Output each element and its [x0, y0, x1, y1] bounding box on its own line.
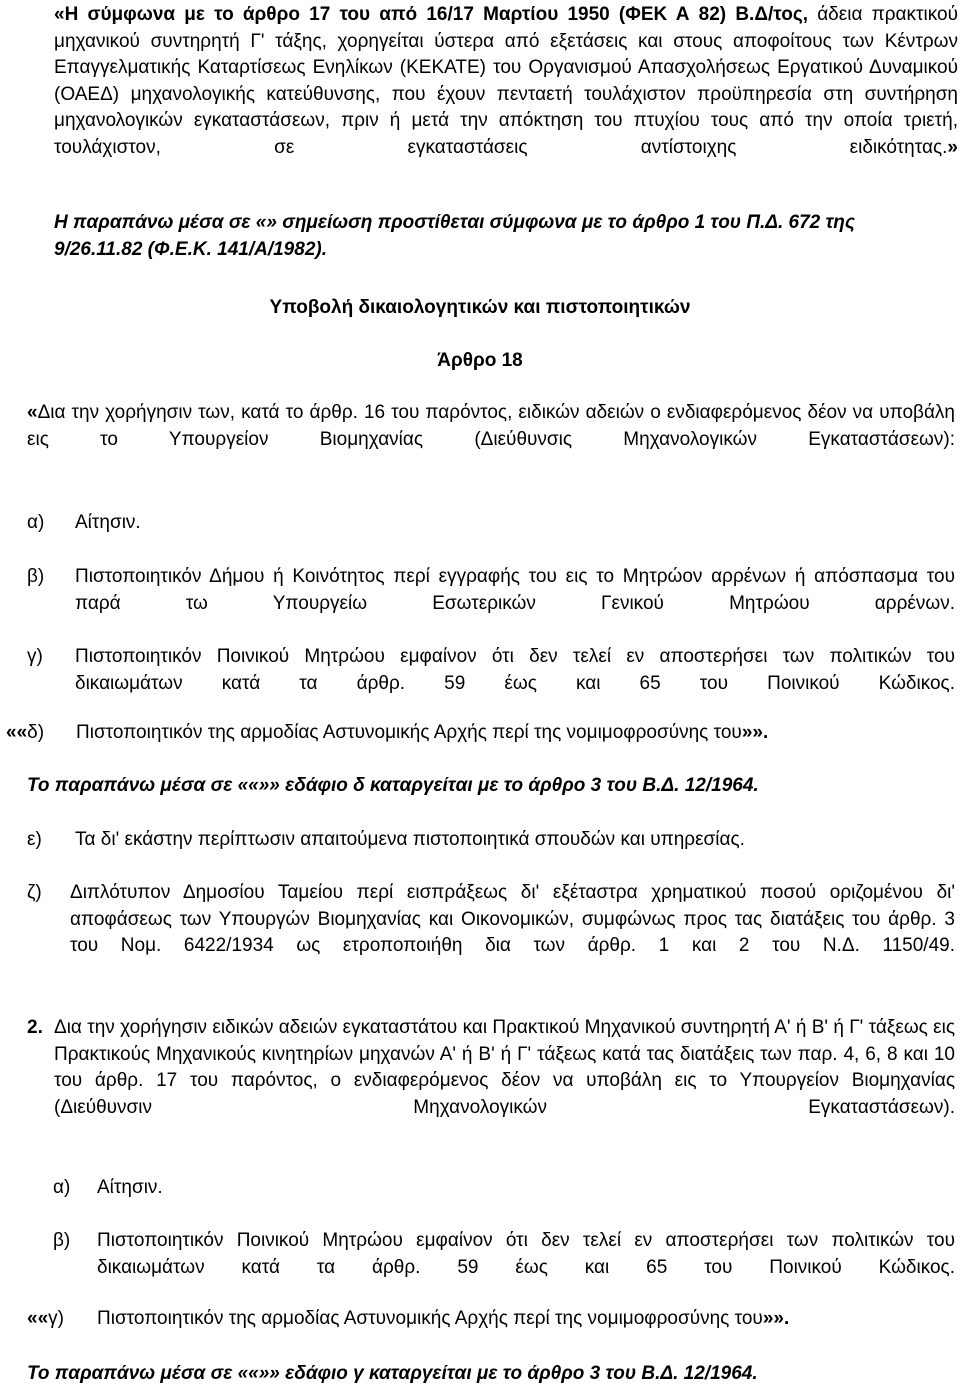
list-item-text: Διπλότυπον Δημοσίου Ταμείου περί εισπράξεως δι' εξέταστρα χρηματικού ποσού οριζομένου δι' αποφάσεως των Υπουργών Βιομηχανίας και Οικονομικών, συμφώνως προς τας διατάξεις του άρθρ. 3 του Νομ. 6422/1934 ως ετροποποιήθη δια των άρθρ. 1 και 2 του Ν.Δ. 1150/49.	[70, 882, 955, 956]
amendment-note-1: Η παραπάνω μέσα σε «» σημείωση προστίθεται σύμφωνα με το άρθρο 1 του Π.Δ. 672 της 9/26.11.82 (Φ.Ε.Κ. 141/Α/1982).	[54, 212, 856, 260]
list-item-text-body: Πιστοποιητικόν της αρμοδίας Αστυνομικής Αρχής περί της νομιμοφροσύνης του	[76, 722, 742, 743]
list-item	[53, 1228, 955, 1308]
list-item	[27, 880, 955, 986]
paragraph-2-text: Δια την χορήγησιν ειδικών αδειών εγκαταστάτου και Πρακτικού Μηχανικού συντηρητή Α' ή Β' ή Γ' τάξεως εις Πρακτικούς Μηχανικούς κινητηρίων μηχανών Α' ή Β' ή Γ' τάξεως κατά τας διατάξεις των παρ. 4, 6, 8 και 10 του άρθρ. 17 του παρόντος, ο ενδιαφερόμενος δέον να υποβάλη εις το Υπουργείον Βιομηχανίας (Διεύθυνσιν Μηχανολογικών Εγκαταστάσεων).	[54, 1017, 955, 1118]
list-item-mark: ε)	[27, 829, 42, 850]
list-item	[27, 564, 955, 644]
list-item-mark: ζ)	[27, 882, 42, 903]
list-item-text: Αίτησιν.	[75, 512, 141, 533]
paragraph-2	[27, 1015, 955, 1148]
article-title: Άρθρο 18	[437, 350, 523, 371]
paragraph-number: 2.	[27, 1017, 43, 1038]
list-item-mark: γ)	[27, 646, 43, 667]
list-item-text: Πιστοποιητικόν Ποινικού Μητρώου εμφαίνον ότι δεν τελεί εν αποστερήσει των πολιτικών του δικαιωμάτων κατά τα άρθρ. 59 έως και 65 του Ποινικού Κώδικος.	[75, 646, 955, 694]
repealed-quote-open: ««	[6, 722, 28, 743]
section-title: Υποβολή δικαιολογητικών και πιστοποιητικών	[269, 297, 691, 318]
list-item-text	[97, 1306, 955, 1333]
list-item-text-body: Πιστοποιητικόν της αρμοδίας Αστυνομικής Αρχής περί της νομιμοφροσύνης του	[97, 1308, 763, 1329]
intro-quote-close: »	[947, 136, 958, 158]
intro-text: άδεια πρακτικού μηχανικού συντηρητή Γ' τάξης, χορηγείται ύστερα από εξετάσεις και στους αποφοίτους των Κέντρων Επαγγελματικής Καταρτίσεως Ενηλίκων (ΚΕΚΑΤΕ) του Οργανισμού Απασχολήσεως Εργατικού Δυναμικού (ΟΑΕΔ) μηχανολογικής κατεύθυνσης, που έχουν πενταετή τουλάχιστον προϋπηρεσία στη συντήρηση μηχανολογικών εγκαταστάσεων, πριν ή μετά την απόκτηση του πτυχίου τους από την οποία τριετή, τουλάχιστον, σε εγκαταστάσεις αντίστοιχης ειδικότητας.	[54, 4, 958, 158]
list-item-mark: α)	[27, 512, 45, 533]
article-18-quote-open: «	[27, 402, 38, 423]
list-item-text	[76, 720, 955, 747]
article-18-intro	[27, 400, 955, 480]
list-item	[53, 1175, 955, 1202]
repealed-quote-close: »».	[762, 1308, 790, 1329]
repealed-quote-close: »».	[741, 722, 769, 743]
list-item-mark: α)	[53, 1177, 71, 1198]
list-item-text: Τα δι' εκάστην περίπτωσιν απαιτούμενα πιστοποιητικά σπουδών και υπηρεσίας.	[75, 829, 745, 850]
list-item-mark-letter: γ)	[48, 1308, 64, 1329]
amendment-note-2: Το παραπάνω μέσα σε ««»» εδάφιο δ καταργείται με το άρθρο 3 του Β.Δ. 12/1964.	[27, 775, 759, 796]
article-18-intro-text: Δια την χορήγησιν των, κατά το άρθρ. 16 του παρόντος, ειδικών αδειών ο ενδιαφερόμενος δέον να υποβάλη εις το Υπουργείον Βιομηχανίας (Διεύθυνσις Μηχανολογικών Εγκαταστάσεων):	[27, 402, 955, 450]
list-item-mark	[6, 720, 76, 747]
intro-paragraph	[54, 2, 958, 188]
list-item-repealed	[6, 720, 955, 747]
list-item-text: Αίτησιν.	[97, 1177, 163, 1198]
list-item	[27, 644, 955, 724]
list-item	[27, 827, 955, 854]
list-item-text: Πιστοποιητικόν Δήμου ή Κοινότητος περί εγγραφής του εις το Μητρώον αρρένων ή απόσπασμα του παρά τω Υπουργείω Εσωτερικών Γενικού Μητρώου αρρένων.	[75, 566, 955, 614]
list-item-repealed	[27, 1306, 955, 1333]
list-item-text: Πιστοποιητικόν Ποινικού Μητρώου εμφαίνον ότι δεν τελεί εν αποστερήσει των πολιτικών του δικαιωμάτων κατά τα άρθρ. 59 έως και 65 του Ποινικού Κώδικος.	[97, 1230, 955, 1278]
list-item	[27, 510, 955, 537]
amendment-note-3: Το παραπάνω μέσα σε ««»» εδάφιο γ καταργείται με το άρθρο 3 του Β.Δ. 12/1964.	[27, 1363, 758, 1384]
list-item-mark: β)	[53, 1230, 71, 1251]
intro-quote-open: «Η σύμφωνα με το άρθρο 17 του από 16/17 Μαρτίου 1950 (ΦΕΚ Α 82) Β.Δ/τος,	[54, 4, 808, 25]
list-item-mark	[27, 1306, 97, 1333]
list-item-mark: β)	[27, 566, 45, 587]
repealed-quote-open: ««	[27, 1308, 49, 1329]
list-item-mark-letter: δ)	[27, 722, 45, 743]
